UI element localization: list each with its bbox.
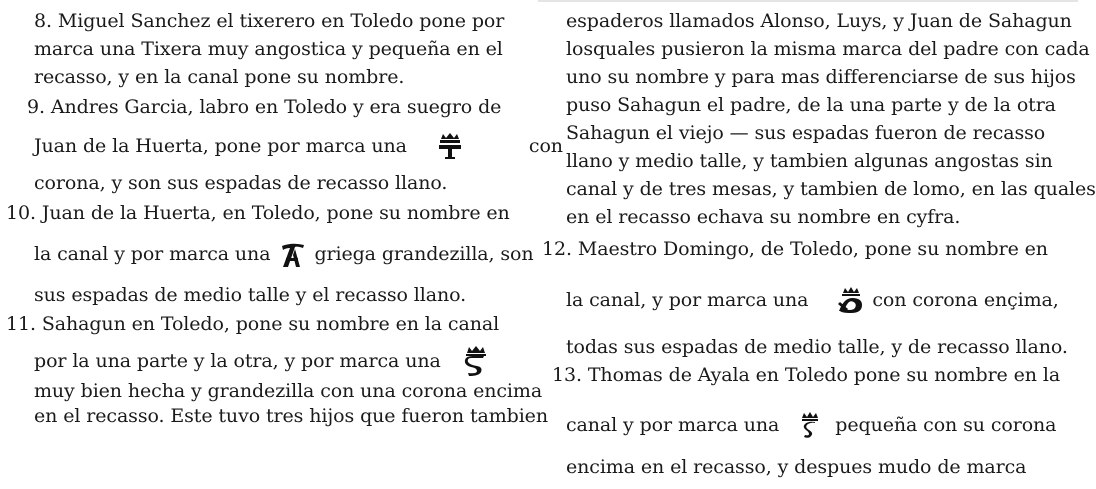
text-line: canal y de tres mesas, y tambien de lomo, en las quales [566,178,1096,200]
text-line: corona, y son sus espadas de recasso llano. [34,172,448,194]
text-line-with-mark [34,241,534,269]
text-line: puso Sahagun el padre, de la una parte y de la otra [566,94,1056,116]
text-line: 12. Maestro Domingo, de Toledo, pone su nombre en [542,238,1048,260]
line-text: con [528,135,563,157]
text-line-with-mark [566,287,1059,315]
crowned-S-mark-icon [463,346,489,378]
text-line: sus espadas de medio talle y el recasso llano. [34,284,467,306]
text-line: 9. Andres Garcia, labro en Toledo y era suegro de [27,96,502,118]
line-text: canal y por marca una [566,414,780,436]
text-line: 13. Thomas de Ayala en Toledo pone su nombre en la [552,364,1061,386]
text-line: espaderos llamados Alonso, Luys, y Juan de Sahagun [566,10,1072,32]
greek-A-mark-icon [276,241,308,269]
line-text: la canal, y por marca una [566,289,809,311]
line-text: con corona ençima, [872,289,1059,311]
text-line-with-mark [566,412,1056,440]
small-crowned-S-mark-icon [799,412,821,440]
text-line: todas sus espadas de medio talle, y de recasso llano. [566,336,1068,358]
text-line-with-mark [34,346,495,378]
right-column [542,0,1096,489]
text-line: 11. Sahagun en Toledo, pone su nombre en la canal [6,313,500,335]
text-line: muy bien hecha y grandezilla con una corona encima [34,380,543,402]
text-line: encima en el recasso, y despues mudo de marca [566,456,1027,478]
text-line: marca una Tixera muy angostica y pequeña en el [34,38,503,60]
text-line: en el recasso. Este tuvo tres hijos que fueron tambien [34,405,548,427]
line-text: griega grandezilla, son [314,243,534,265]
text-line: 8. Miguel Sanchez el tixerero en Toledo pone por [34,10,505,32]
text-line: en el recasso echava su nombre en cyfra. [566,206,961,228]
text-line: 10. Juan de la Huerta, en Toledo, pone su nombre en [6,202,510,224]
crowned-D-mark-icon [836,287,866,315]
line-text: Juan de la Huerta, pone por marca una [34,135,407,157]
text-line: Sahagun el viejo — sus espadas fueron de recasso [566,122,1046,144]
line-text: la canal y por marca una [34,243,271,265]
crowned-T-mark-icon [437,133,463,161]
text-line: llano y medio talle, y tambien algunas angostas sin [566,150,1053,172]
text-line: recasso, y en la canal pone su nombre. [34,66,405,88]
text-line: uno su nombre y para mas differenciarse de sus hijos [566,66,1076,88]
text-line-with-mark [34,133,563,161]
text-line: losquales pusieron la misma marca del padre con cada [566,38,1090,60]
line-text: pequeña con su corona [835,414,1057,436]
line-text: por la una parte y la otra, y por marca una [34,350,441,372]
